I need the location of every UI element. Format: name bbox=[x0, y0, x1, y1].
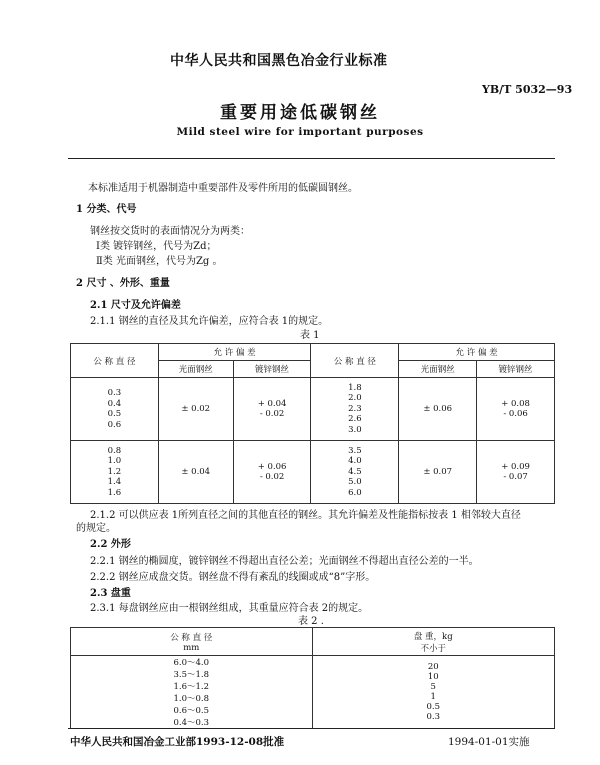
document-title: 重要用途低碳钢丝 bbox=[220, 103, 380, 123]
table-cell: 1.6 bbox=[107, 487, 122, 498]
table-cell: + 0.06 bbox=[257, 461, 287, 472]
table-cell: 0.5 bbox=[107, 409, 122, 419]
table-cell: 6.0 bbox=[348, 487, 362, 498]
table-cell: 1.0～0.8 bbox=[173, 694, 210, 704]
section-2-1-heading: 2.1 尺寸及允许偏差 bbox=[90, 300, 181, 311]
table-cell: 1.8 bbox=[348, 382, 362, 393]
t1-g1-plain-left: ± 0.02 bbox=[158, 378, 233, 441]
t1-header-plain-right: 光面钢丝 bbox=[399, 361, 477, 378]
effective-date: 1994-01-01实施 bbox=[448, 736, 530, 748]
section-2-3-1: 2.3.1 每盘钢丝应由一根钢丝组成，其重量应符合表 2的规定。 bbox=[90, 603, 369, 614]
t1-g2-plain-left: ± 0.04 bbox=[158, 441, 233, 504]
table-cell: 4.5 bbox=[348, 466, 362, 477]
section-2-1-2-line-1: 2.1.2 可以供应表 1所列直径之间的其他直径的钢丝。其允许偏差及性能指标按表 1 相邻较大直径 bbox=[90, 510, 521, 521]
type-1-line: Ⅰ类 镀锌钢丝，代号为Zd； bbox=[96, 241, 217, 252]
t1-g2-diameters-right bbox=[311, 441, 399, 504]
table-cell: 3.0 bbox=[348, 424, 362, 435]
t1-header-tolerance-right: 允 许 偏 差 bbox=[399, 344, 555, 361]
section-1-heading: 1 分类、代号 bbox=[76, 204, 137, 215]
t2-header-weight bbox=[312, 628, 555, 656]
table-cell: 4.0 bbox=[348, 456, 362, 467]
table-cell: 公 称 直 径 bbox=[170, 632, 213, 643]
table-cell: 0.6～0.5 bbox=[173, 706, 210, 716]
t1-header-tolerance-left: 允 许 偏 差 bbox=[158, 344, 311, 361]
t1-header-plain-left: 光面钢丝 bbox=[158, 361, 233, 378]
table-cell: 0.4～0.3 bbox=[173, 718, 210, 728]
table-cell: 0.6 bbox=[107, 419, 122, 430]
t1-g1-diameters-right bbox=[311, 378, 399, 441]
t2-header-diameter bbox=[71, 628, 313, 656]
approval-line: 中华人民共和国冶金工业部1993-12-08批准 bbox=[70, 736, 285, 748]
t1-g2-diameters-left bbox=[71, 441, 159, 504]
table-cell: 0.5 bbox=[426, 702, 441, 712]
table-cell: 5.0 bbox=[348, 477, 362, 488]
org-title: 中华人民共和国黑色冶金行业标准 bbox=[170, 53, 388, 69]
section-2-3-heading: 2.3 盘重 bbox=[90, 588, 131, 599]
header-rule bbox=[68, 158, 555, 159]
table-cell: 1.2 bbox=[107, 466, 122, 477]
standard-number: YB/T 5032—93 bbox=[482, 83, 573, 96]
footer-rule bbox=[68, 728, 555, 729]
section-2-2-2: 2.2.2 钢丝应成盘交货。钢丝盘不得有紊乱的线圈或成“8”字形。 bbox=[90, 572, 376, 583]
table-1-caption: 表 1 bbox=[300, 330, 320, 341]
t1-header-diameter-left: 公 称 直 径 bbox=[71, 344, 159, 378]
table-cell: 0.3 bbox=[426, 712, 441, 722]
section-2-1-2-line-2: 的规定。 bbox=[76, 523, 116, 534]
table-cell: 5 bbox=[430, 682, 436, 692]
table-cell: 10 bbox=[427, 672, 439, 682]
table-cell: + 0.08 bbox=[501, 398, 530, 409]
table-2 bbox=[70, 627, 555, 729]
table-cell: 2.0 bbox=[348, 393, 362, 404]
table-cell: 0.3 bbox=[107, 388, 122, 398]
table-cell: 2.6 bbox=[348, 414, 362, 425]
t2-weights bbox=[312, 656, 555, 729]
table-cell: - 0.07 bbox=[503, 472, 528, 482]
table-cell: - 0.02 bbox=[259, 409, 285, 419]
intro-paragraph: 本标准适用于机器制造中重要部件及零件所用的低碳圆钢丝。 bbox=[88, 183, 358, 194]
t2-ranges bbox=[71, 656, 313, 729]
t1-header-galv-left: 镀锌钢丝 bbox=[233, 361, 311, 378]
table-cell: 6.0～4.0 bbox=[173, 658, 210, 668]
table-cell: mm bbox=[183, 642, 200, 653]
t1-header-galv-right: 镀锌钢丝 bbox=[477, 361, 555, 378]
t1-g2-galv-right bbox=[477, 441, 555, 504]
section-1-text: 钢丝按交货时的表面情况分为两类： bbox=[90, 226, 250, 237]
t1-g1-galv-right bbox=[477, 378, 555, 441]
t1-header-diameter-right: 公 称 直 径 bbox=[311, 344, 399, 378]
document-subtitle: Mild steel wire for important purposes bbox=[176, 126, 424, 138]
t1-g1-diameters-left bbox=[71, 378, 159, 441]
table-cell: 0.8 bbox=[107, 445, 122, 456]
section-2-2-heading: 2.2 外形 bbox=[90, 539, 131, 550]
table-cell: 不小于 bbox=[420, 643, 446, 654]
table-cell: 1 bbox=[430, 692, 436, 702]
table-cell: - 0.06 bbox=[503, 409, 528, 419]
table-cell: 1.0 bbox=[107, 456, 122, 467]
table-cell: 20 bbox=[427, 662, 439, 672]
table-cell: 2.3 bbox=[348, 403, 362, 414]
table-cell: + 0.04 bbox=[257, 398, 287, 409]
table-cell: - 0.02 bbox=[259, 472, 285, 482]
t1-g2-galv-left bbox=[233, 441, 311, 504]
table-2-caption: 表 2 . bbox=[298, 616, 324, 627]
table-1 bbox=[70, 343, 555, 504]
section-2-1-1: 2.1.1 钢丝的直径及其允许偏差，应符合表 1的规定。 bbox=[90, 316, 329, 327]
table-cell: 0.4 bbox=[107, 398, 122, 409]
table-cell: 3.5 bbox=[348, 445, 362, 456]
table-cell: 1.4 bbox=[107, 477, 122, 488]
t1-g2-plain-right: ± 0.07 bbox=[399, 441, 477, 504]
section-2-heading: 2 尺寸 、外形、重量 bbox=[76, 278, 170, 289]
type-2-line: Ⅱ类 光面钢丝，代号为Zg 。 bbox=[96, 256, 223, 267]
t1-g1-galv-left bbox=[233, 378, 311, 441]
table-cell: 盘 重，kg bbox=[413, 631, 453, 642]
table-cell: 1.6～1.2 bbox=[173, 682, 210, 692]
table-cell: 3.5～1.8 bbox=[173, 670, 210, 680]
table-cell: + 0.09 bbox=[501, 461, 530, 472]
section-2-2-1: 2.2.1 钢丝的椭圆度，镀锌钢丝不得超出直径公差；光面钢丝不得超出直径公差的一半。 bbox=[90, 556, 479, 567]
t1-g1-plain-right: ± 0.06 bbox=[399, 378, 477, 441]
